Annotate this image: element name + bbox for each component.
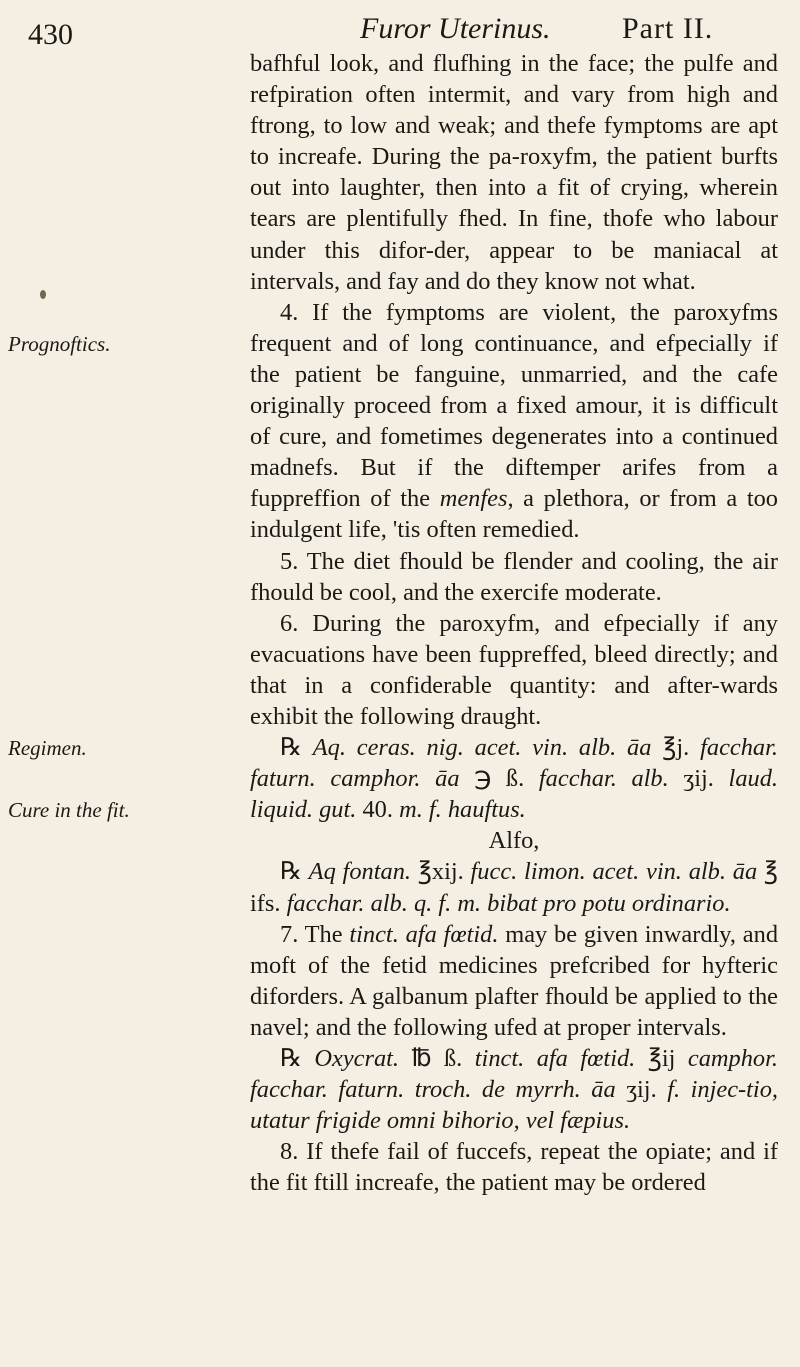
ink-blot [40,290,46,299]
margin-note-cure: Cure in the fit. [8,798,130,822]
p7-part: tinct. afa fœtid. [349,920,499,948]
main-text [250,48,778,1198]
paragraph-8: 8. If thefe fail of fuccefs, repeat the opiate; and if the fit ftill increafe, the patient may be ordered [250,1138,778,1197]
recipe-symbol: ℞ [280,858,309,886]
rx1-part: m. f. hauftus. [399,796,526,824]
rx1-part: ℈ ß. [459,765,539,793]
paragraph-4 [250,297,778,546]
rx3-part: camphor. facchar. faturn. troch. de myrrh. āa [250,1045,779,1104]
prescription-1 [250,732,778,825]
paragraph-7 [250,919,778,1043]
paragraph-6: 6. During the paroxyfm, and efpecially if any evacuations have been fuppreffed, bleed directly; and that in a confiderable quantity: and after-wards exhibit the following draught. [250,609,778,730]
rx2-part: facchar. alb. q. f. m. bibat pro potu ordinario. [286,889,731,917]
paragraph-4-text-b: , a plethora, or from a too indulgent life, 'tis often remedied. [250,485,778,544]
recipe-symbol: ℞ [280,1045,315,1072]
p7-part: may be given inwardly, and moft of the fetid medicines prefcribed for hyfteric diforders. A galbanum plafter fhould be applied to the navel; and the following ufed at proper intervals. [250,920,779,1041]
page-number: 430 [28,18,73,51]
rx3-part: ʒij. [615,1076,668,1104]
rx1-part: facchar. faturn. camphor. āa [250,734,778,793]
rx3-part: ℔ ß. [399,1045,475,1072]
rx1-part: ʒij. [668,765,729,793]
recipe-symbol: ℞ [280,734,313,762]
running-title: Furor Uterinus. [360,12,551,45]
paragraph-5: 5. The diet fhould be flender and cooling, the air fhould be cool, and the exercife moderate. [250,547,778,606]
rx3-part: f. injec-tio, utatur frigide omni bihorio, vel fæpius. [250,1076,778,1135]
rx2-part: ℥xij. [411,858,471,886]
rx3-part: Oxycrat. [314,1045,400,1072]
rx2-part: fucc. limon. acet. vin. alb. āa [470,858,758,886]
rx2-part: ℥ ifs. [250,858,779,917]
rx1-part: ℥j. [651,734,701,762]
rx3-part: ℥ij [635,1045,688,1072]
margin-note-prognostics: Prognoftics. [8,332,111,356]
margin-note-regimen: Regimen. [8,736,87,760]
prescription-2 [250,856,778,918]
paragraph-4-text-a: 4. If the fymptoms are violent, the paroxyfms frequent and of long continuance, and efpecially if the patient be fanguine, unmarried, and the cafe originally proceed from a fixed amour, it is difficult of cure, and fometimes degenerates into a continued madnefs. But if the diftemper arifes from a fuppreffion of the [250,298,778,513]
rx1-part: Aq. ceras. nig. acet. vin. alb. āa [312,734,652,762]
rx1-part: facchar. alb. [538,765,669,793]
p7-part: 7. The [280,920,350,948]
prescription-3 [250,1043,778,1136]
paragraph-4-menses: menfes [439,485,508,513]
rx2-part: Aq fontan. [308,858,411,886]
part-label: Part II. [622,12,714,45]
rx1-part: 40. [356,796,400,824]
rx3-part: tinct. afa fœtid. [474,1045,636,1072]
also-label: Alfo, [488,827,540,855]
paragraph-3-continued: bafhful look, and flufhing in the face; the pulfe and refpiration often intermit, and vary from high and ftrong, to low and weak; and thefe fymptoms are apt to increafe. During the pa-roxyfm, the patient burfts out into laughter, then into a fit of crying, wherein tears are plentifully fhed. In fine, thofe who labour under this difor-der, appear to be maniacal at intervals, and fay and do they know not what. [250,50,778,295]
rx1-part: laud. liquid. gut. [250,765,779,824]
